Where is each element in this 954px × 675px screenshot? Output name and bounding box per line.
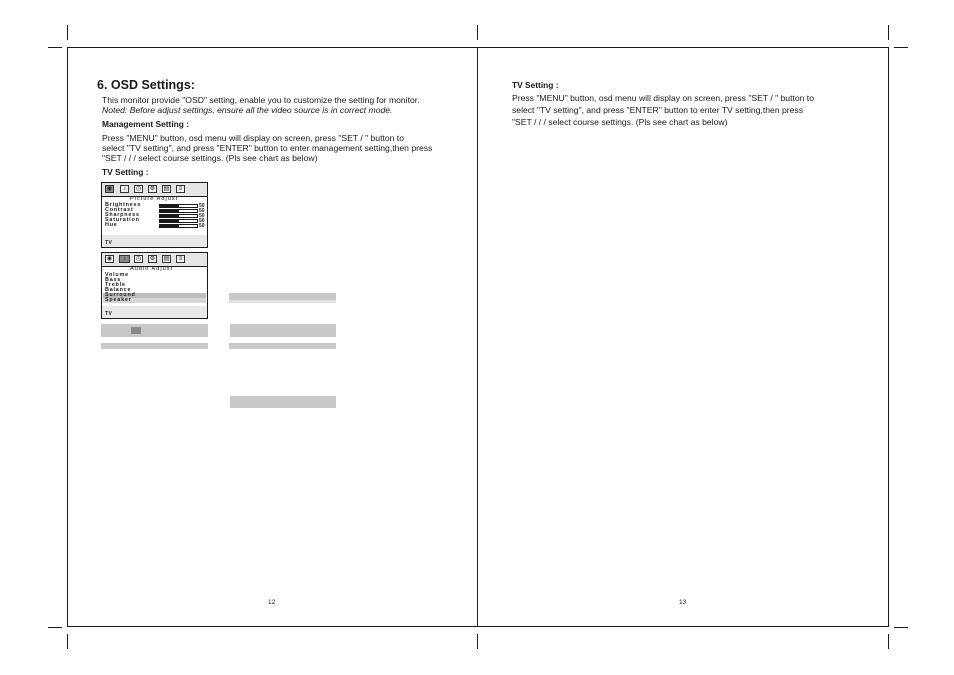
audio-row-label: Bass [105, 277, 122, 283]
picture-row-value: 50 [199, 208, 205, 214]
placeholder-panel [101, 324, 208, 337]
osd-icon-bar [102, 253, 207, 267]
crop-mark-tl-v [67, 25, 68, 40]
crop-mark-tr-h [894, 47, 908, 48]
intro-text: This monitor provide "OSD" setting, enable you to customize the setting for monitor. [102, 95, 420, 105]
osd-footer [102, 235, 207, 247]
tv-setting-line: "SET / / / select course settings. (Pls see chart as below) [512, 117, 728, 127]
audio-row-label: Speaker [105, 297, 132, 303]
placeholder-panel [229, 300, 336, 303]
contrast-slider[interactable] [159, 209, 198, 213]
picture-row-value: 50 [199, 213, 205, 219]
audio-menu-title: Audio Adjust [130, 266, 174, 272]
audio-row-label: Surround [105, 292, 136, 298]
section-heading: 6. OSD Settings: [97, 78, 195, 92]
osd-icon-bar [102, 183, 207, 197]
crop-mark-bl-v [67, 634, 68, 649]
management-line: select "TV setting", and press "ENTER" button to enter management setting,then press [102, 143, 433, 153]
hue-slider[interactable] [159, 224, 198, 228]
placeholder-icon [131, 327, 141, 334]
picture-icon: ◉ [106, 186, 113, 192]
saturation-slider[interactable] [159, 219, 198, 223]
placeholder-panel [229, 343, 336, 349]
audio-icon: ♪ [120, 185, 129, 193]
osd-footer [102, 306, 207, 318]
tv-heading-left: TV Setting : [102, 167, 149, 177]
page-number-left: 12 [268, 599, 276, 606]
tv-channel-icon: ▤ [163, 186, 170, 192]
crop-mark-tl-h [48, 47, 62, 48]
right-page-frame [477, 47, 889, 627]
picture-menu-title: Picture Adjust [130, 196, 179, 202]
audio-row-label: Volume [105, 272, 129, 278]
clock-icon: ◷ [135, 186, 142, 192]
picture-row-value: 50 [199, 203, 205, 209]
audio-row-label: Balance [105, 287, 132, 293]
picture-row-label: Hue [105, 222, 118, 228]
audio-adjust-osd [101, 252, 208, 319]
audio-row-label: Treble [105, 282, 126, 288]
management-line: Press "MENU" button, osd menu will display on screen, press "SET / " button to [102, 133, 404, 143]
sharpness-slider[interactable] [159, 214, 198, 218]
picture-row-label: Saturation [105, 217, 140, 223]
placeholder-panel [230, 324, 336, 337]
management-heading: Management Setting : [102, 119, 190, 129]
picture-adjust-osd [101, 182, 208, 248]
tv-setting-line: Press "MENU" button, osd menu will display on screen, press "SET / " button to [512, 93, 814, 103]
clock-icon: ◷ [135, 256, 142, 262]
tv-heading-right: TV Setting : [512, 80, 559, 90]
info-icon: ≡ [176, 255, 185, 263]
tv-channel-icon: ▤ [163, 256, 170, 262]
audio-icon: ♪ [119, 255, 130, 263]
crop-mark-tr-v [888, 25, 889, 40]
management-line: "SET / / / select course settings. (Pls see chart as below) [102, 153, 318, 163]
note-text: Noted: Before adjust settings, ensure all the video source is in correct mode. [102, 105, 393, 115]
brightness-slider[interactable] [159, 204, 198, 208]
crop-mark-br-h [894, 627, 908, 628]
settings-icon: ⚙ [149, 256, 156, 262]
crop-mark-bl-h [48, 627, 62, 628]
osd-source-label: TV [105, 311, 113, 317]
placeholder-panel [101, 343, 208, 349]
tv-setting-line: select "TV setting", and press "ENTER" button to enter TV setting,then press [512, 105, 804, 115]
picture-row-label: Sharpness [105, 212, 140, 218]
info-icon: ≡ [176, 185, 185, 193]
placeholder-panel [230, 396, 336, 408]
picture-row-value: 50 [199, 223, 205, 229]
picture-row-value: 50 [199, 218, 205, 224]
osd-source-label: TV [105, 240, 113, 246]
picture-icon: ◉ [106, 256, 113, 262]
placeholder-panel [229, 293, 336, 300]
crop-mark-br-v [888, 634, 889, 649]
picture-row-label: Brightness [105, 202, 142, 208]
crop-mark-bc-v [477, 634, 478, 649]
settings-icon: ⚙ [149, 186, 156, 192]
page-number-right: 13 [679, 599, 687, 606]
picture-row-label: Contrast [105, 207, 134, 213]
crop-mark-tc-v [477, 25, 478, 40]
